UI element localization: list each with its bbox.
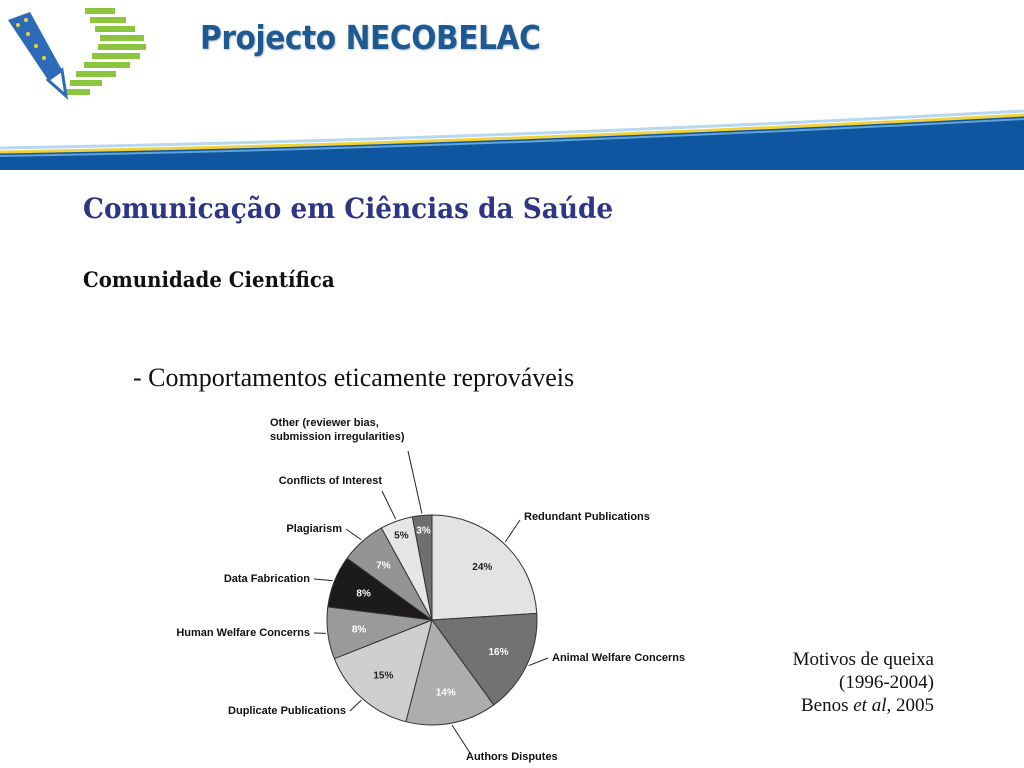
brand-title: Projecto NECOBELAC (200, 18, 541, 57)
slice-percent-label: 8% (356, 588, 371, 600)
slice-percent-label: 16% (488, 646, 509, 658)
slice-percent-label: 24% (472, 561, 493, 573)
leader-line (408, 451, 422, 513)
source-line-2: (1996-2004) (839, 672, 934, 693)
pen-nib-icon (8, 12, 66, 96)
slice-percent-label: 15% (373, 670, 394, 682)
slice-category-label: Plagiarism (286, 523, 342, 535)
green-stripes-icon (66, 8, 146, 95)
complaints-pie-chart (140, 405, 720, 768)
leader-line (452, 725, 470, 753)
source-year: , 2005 (886, 695, 934, 716)
header-wave-band (0, 105, 1024, 170)
leader-line (350, 700, 361, 711)
slice-category-label: Redundant Publications (524, 511, 650, 523)
slice-percent-label: 7% (376, 560, 391, 572)
slide-subtitle: Comunidade Científica (83, 267, 335, 292)
necobelac-logo (0, 0, 160, 105)
source-etal: et al (853, 695, 887, 716)
leader-line (382, 491, 396, 519)
slice-category-label: Data Fabrication (223, 573, 310, 585)
leader-line (346, 529, 361, 540)
slice-percent-label: 3% (416, 525, 431, 537)
bullet-text: - Comportamentos eticamente reprováveis (133, 363, 575, 392)
slice-category-label: Animal Welfare Concerns (552, 652, 686, 664)
slice-category-label: Human Welfare Concerns (176, 627, 310, 639)
slide-title: Comunicação em Ciências da Saúde (83, 192, 614, 225)
source-citation (793, 694, 934, 717)
slice-percent-label: 8% (351, 624, 367, 636)
leader-line (505, 520, 520, 542)
slice-category-label: Conflicts of Interest (278, 475, 382, 487)
leader-line (314, 579, 333, 581)
source-author: Benos (801, 695, 849, 716)
slice-category-label: Other (reviewer bias, submission irregularities) (270, 417, 405, 443)
slice-category-label: Duplicate Publications (228, 705, 346, 717)
leader-line (529, 658, 548, 666)
slide-header (0, 0, 1024, 170)
slice-category-label: Authors Disputes (466, 751, 558, 763)
slice-percent-label: 14% (435, 687, 456, 699)
slice-percent-label: 5% (394, 530, 409, 542)
source-line-1: Motivos de queixa (792, 649, 934, 670)
source-note (793, 648, 934, 717)
